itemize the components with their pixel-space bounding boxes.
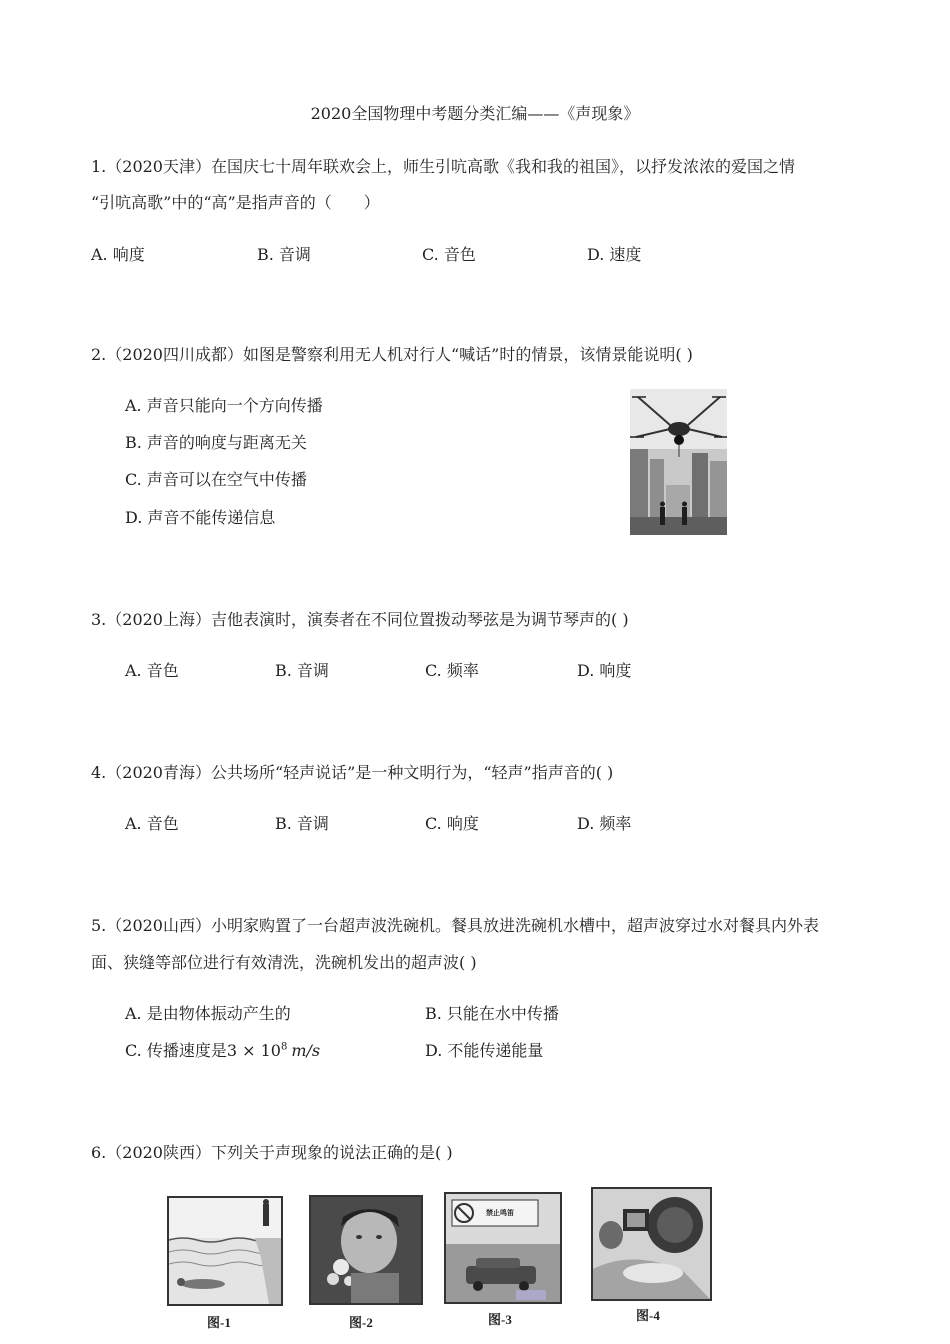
question-3-text: 3.（2020上海）吉他表演时，演奏者在不同位置拨动琴弦是为调节琴声的( ): [91, 610, 629, 629]
swimmer-illustration: [169, 1198, 281, 1304]
figure-3-image: [444, 1192, 562, 1304]
question-5-option-d: D. 不能传递能量: [425, 1041, 544, 1060]
question-1-option-c: C. 音色: [422, 245, 476, 264]
figure-3-label: 图-3: [488, 1312, 512, 1327]
question-1-text-cont: “引吭高歌”中的“高”是指声音的（ ）: [91, 193, 380, 212]
question-1-option-d: D. 速度: [587, 245, 642, 264]
question-2-option-a: A. 声音只能向一个方向传播: [125, 396, 323, 415]
question-3-option-c: C. 频率: [425, 661, 479, 680]
question-3-option-a: A. 音色: [125, 661, 179, 680]
question-2-option-d: D. 声音不能传递信息: [125, 508, 276, 527]
ultrasound-illustration: [593, 1189, 710, 1299]
question-5-exponent: 8: [280, 1041, 288, 1053]
question-5-option-c-text: C. 传播速度是3 × 10: [125, 1041, 281, 1060]
question-5-text: 5.（2020山西）小明家购置了一台超声波洗碗机。餐具放进洗碗机水槽中，超声波穿过水对餐具内外表: [91, 916, 819, 935]
question-5-unit: m/s: [291, 1041, 321, 1060]
question-2-text: 2.（2020四川成都）如图是警察利用无人机对行人“喊话”时的情景，该情景能说明( ): [91, 345, 693, 364]
question-4-option-b: B. 音调: [275, 814, 329, 833]
question-4-option-d: D. 频率: [577, 814, 632, 833]
page-title: 2020全国物理中考题分类汇编——《声现象》: [310, 104, 640, 123]
question-5-option-b: B. 只能在水中传播: [425, 1004, 559, 1023]
question-4-text: 4.（2020青海）公共场所“轻声说话”是一种文明行为，“轻声”指声音的( ): [91, 763, 614, 782]
figure-2-label: 图-2: [349, 1315, 373, 1330]
no-honking-sign-text: 禁止鸣笛: [486, 1209, 514, 1217]
child-illustration: [311, 1197, 421, 1303]
figure-1-label: 图-1: [207, 1315, 231, 1330]
figure-1-image: [167, 1196, 283, 1306]
question-2-option-c: C. 声音可以在空气中传播: [125, 470, 307, 489]
question-2-option-b: B. 声音的响度与距离无关: [125, 433, 307, 452]
figure-2-image: [309, 1195, 423, 1305]
question-1-option-a: A. 响度: [91, 245, 145, 264]
question-5-text-cont: 面、狭缝等部位进行有效清洗，洗碗机发出的超声波( ): [91, 953, 477, 972]
question-4-option-a: A. 音色: [125, 814, 179, 833]
drone-photo: [630, 389, 727, 535]
question-3-option-b: B. 音调: [275, 661, 329, 680]
question-5-option-a: A. 是由物体振动产生的: [125, 1004, 291, 1023]
question-4-option-c: C. 响度: [425, 814, 479, 833]
figure-4-label: 图-4: [636, 1308, 660, 1323]
figure-4-image: [591, 1187, 712, 1301]
drone-illustration: [630, 389, 727, 535]
question-5-option-c: [125, 1038, 320, 1061]
question-1-option-b: B. 音调: [257, 245, 311, 264]
question-1-text: 1.（2020天津）在国庆七十周年联欢会上，师生引吭高歌《我和我的祖国》，以抒发浓浓的爱国之情: [91, 157, 795, 176]
question-3-option-d: D. 响度: [577, 661, 632, 680]
question-6-text: 6.（2020陕西）下列关于声现象的说法正确的是( ): [91, 1143, 453, 1162]
